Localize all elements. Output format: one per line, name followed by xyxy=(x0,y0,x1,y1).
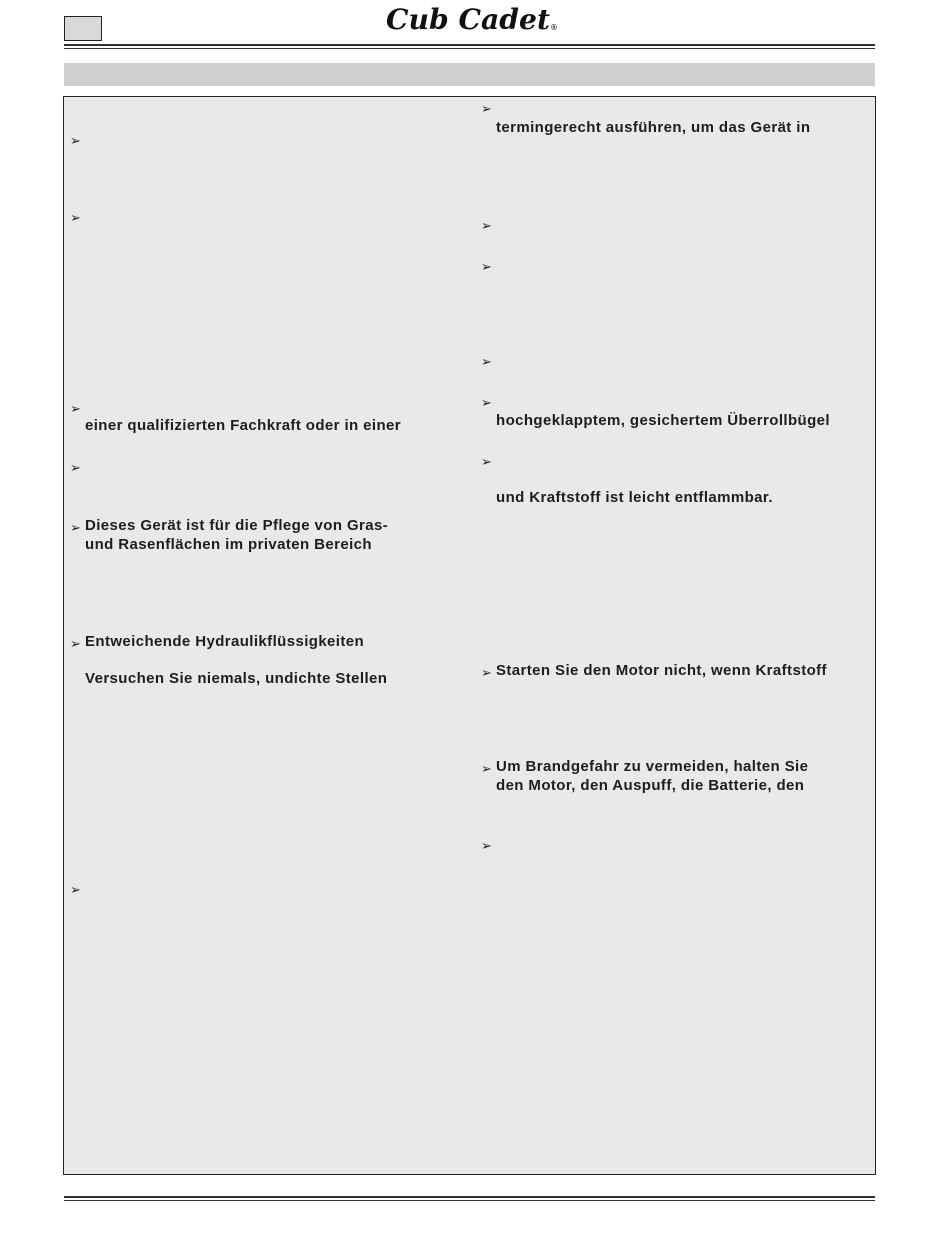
bullet-icon: ➢ xyxy=(481,761,492,776)
safety-content-panel xyxy=(63,96,876,1175)
bullet-icon: ➢ xyxy=(70,636,81,651)
header-rule-bottom xyxy=(64,48,875,49)
right-item7-line1: Starten Sie den Motor nicht, wenn Kraftstoff xyxy=(496,662,827,679)
left-item7-line2: Versuchen Sie niemals, undichte Stellen xyxy=(85,670,388,687)
bullet-icon: ➢ xyxy=(481,395,492,410)
registered-mark: ® xyxy=(550,23,558,32)
bullet-icon: ➢ xyxy=(481,259,492,274)
left-item4-line1: einer qualifizierten Fachkraft oder in einer xyxy=(85,417,402,434)
bullet-icon: ➢ xyxy=(481,354,492,369)
right-item6-line1: und Kraftstoff ist leicht entflammbar. xyxy=(496,489,773,506)
page-number-box xyxy=(64,16,102,41)
left-item6-line2: und Rasenflächen im privaten Bereich xyxy=(85,536,372,553)
header-rule-top xyxy=(64,44,875,46)
bullet-icon: ➢ xyxy=(70,460,81,475)
bullet-icon: ➢ xyxy=(70,520,81,535)
bullet-icon: ➢ xyxy=(70,210,81,225)
cub-cadet-logo xyxy=(384,2,560,36)
bullet-icon: ➢ xyxy=(481,454,492,469)
right-item8-line1: Um Brandgefahr zu vermeiden, halten Sie xyxy=(496,758,809,775)
bullet-icon: ➢ xyxy=(70,401,81,416)
bullet-icon: ➢ xyxy=(481,665,492,680)
right-item5-line1: hochgeklapptem, gesichertem Überrollbügel xyxy=(496,412,830,429)
bullet-icon: ➢ xyxy=(481,101,492,116)
bullet-icon: ➢ xyxy=(481,838,492,853)
right-item1-line1: termingerecht ausführen, um das Gerät in xyxy=(496,119,811,136)
footer-rule-top xyxy=(64,1196,875,1198)
left-item7-line1: Entweichende Hydraulikflüssigkeiten xyxy=(85,633,365,650)
bullet-icon: ➢ xyxy=(70,882,81,897)
section-title-band xyxy=(64,63,875,86)
left-item6-line1: Dieses Gerät ist für die Pflege von Gras- xyxy=(85,517,389,534)
footer-rule-bottom xyxy=(64,1200,875,1201)
bullet-icon: ➢ xyxy=(481,218,492,233)
bullet-icon: ➢ xyxy=(70,133,81,148)
right-item8-line2: den Motor, den Auspuff, die Batterie, den xyxy=(496,777,805,794)
brand-wordmark: Cub Cadet xyxy=(386,3,551,36)
